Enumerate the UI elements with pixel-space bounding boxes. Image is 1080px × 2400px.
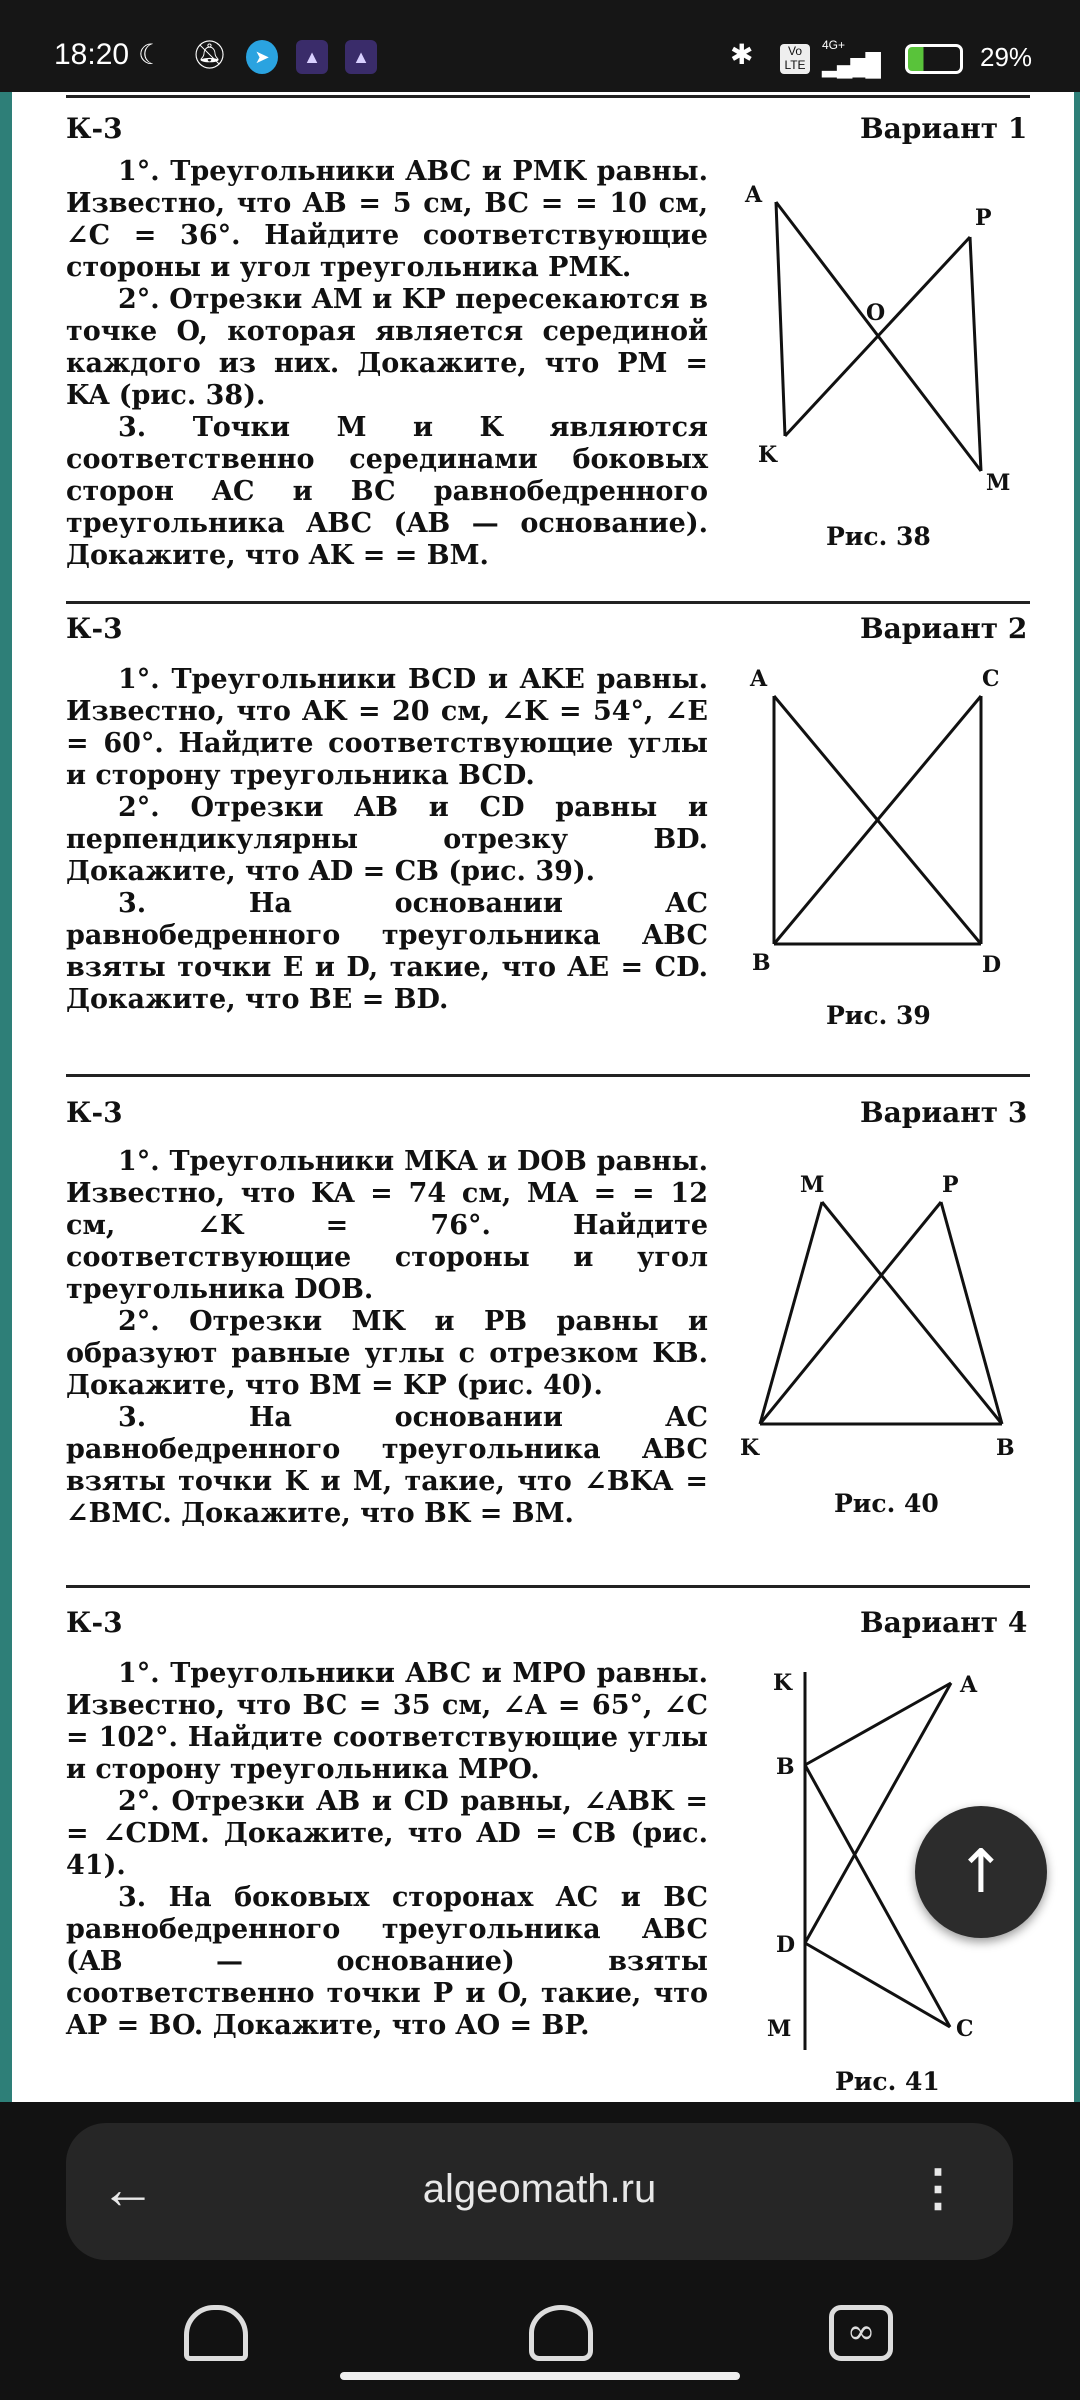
app-notification-icon: ▲ [296, 40, 328, 74]
variant-title: Вариант 1 [860, 112, 1028, 145]
problem: 3. На основании AC равнобедренного треугольника ABC взяты точки K и M, такие, что ∠BKA = ∠BMC. Докажите, что BK = BM. [66, 1402, 708, 1529]
bluetooth-icon: ✱ [730, 39, 754, 70]
svg-text:K: K [773, 1670, 793, 1696]
svg-text:K: K [758, 442, 778, 468]
network-type: 4G+ [822, 38, 846, 52]
dnd-moon-icon: ☾ [138, 39, 164, 70]
svg-text:M: M [767, 2016, 792, 2042]
figure-38 [744, 182, 1010, 551]
problem: 1°. Треугольники MKA и DOB равны. Известно, что KA = 74 см, MA = = 12 см, ∠K = 76°. Найдите соответствующие стороны и угол треугольника DOB. [66, 1146, 708, 1305]
svg-text:P: P [942, 1172, 959, 1198]
svg-text:M: M [986, 470, 1011, 496]
variant-title: Вариант 4 [860, 1606, 1028, 1639]
telegram-icon: ➤ [246, 40, 278, 74]
problem: 3. На основании AC равнобедренного треугольника ABC взяты точки E и D, такие, что AE = CD. Докажите, что BE = BD. [66, 888, 708, 1015]
svg-text:A: A [745, 182, 763, 208]
assistant-nav-icon[interactable] [529, 2305, 593, 2361]
svg-text:D: D [982, 952, 1002, 978]
figure-caption: Рис. 39 [826, 1001, 931, 1030]
svg-text:O: O [866, 300, 886, 326]
problem: 1°. Треугольники ABC и MPO равны. Известно, что BC = 35 см, ∠A = 65°, ∠C = 102°. Найдите соответствующие углы и сторону треугольника MPO. [66, 1658, 708, 1785]
problem: 2°. Отрезки AB и CD равны и перпендикулярны отрезку BD. Докажите, что AD = CB (рис. 39). [66, 792, 708, 887]
muted-bell-icon: 🔕︎ [192, 39, 228, 70]
svg-text:M: M [800, 1172, 825, 1198]
figure-caption: Рис. 40 [834, 1489, 939, 1518]
svg-text:C: C [982, 666, 1000, 692]
svg-text:A: A [960, 1672, 978, 1698]
problem: 3. Точки M и K являются соответственно серединами боковых сторон AC и BC равнобедренного треугольника ABC (AB — основание). Докажите, что AK = = BM. [66, 412, 708, 571]
variant-code: К-3 [66, 1606, 123, 1639]
variant-code: К-3 [66, 1096, 123, 1129]
problem: 2°. Отрезки AM и KP пересекаются в точке O, которая является серединой каждого из них. Докажите, что PM = KA (рис. 38). [66, 284, 708, 411]
variant-title: Вариант 2 [860, 612, 1028, 645]
worksheet-page [0, 92, 1080, 2102]
svg-text:D: D [776, 1932, 796, 1958]
figure-caption: Рис. 38 [826, 522, 931, 551]
svg-text:C: C [956, 2016, 974, 2042]
svg-text:K: K [740, 1435, 760, 1461]
back-arrow-icon[interactable]: ← [100, 2157, 156, 2220]
problem: 1°. Треугольники ABC и PMK равны. Известно, что AB = 5 см, BC = = 10 см, ∠C = 36°. Найдите соответствующие стороны и угол треугольника PMK. [66, 156, 708, 283]
variant-code: К-3 [66, 612, 123, 645]
svg-text:B: B [776, 1754, 795, 1780]
home-nav-icon[interactable] [184, 2305, 248, 2361]
variant-title: Вариант 3 [860, 1096, 1028, 1129]
svg-text:B: B [996, 1435, 1015, 1461]
figure-caption: Рис. 41 [835, 2067, 940, 2096]
home-indicator[interactable] [340, 2372, 740, 2380]
more-menu-icon[interactable]: ⋮ [913, 2160, 963, 2216]
signal-icon: ▂▄▆█ [822, 52, 880, 77]
arrow-up-icon: ↑ [955, 1837, 1007, 1907]
problem: 2°. Отрезки MK и PB равны и образуют равные углы с отрезком KB. Докажите, что BM = KP (рис. 40). [66, 1306, 708, 1401]
browser-bar [66, 2123, 1013, 2260]
app-notification-icon: ▲ [345, 40, 377, 74]
problem: 2°. Отрезки AB и CD равны, ∠ABK = = ∠CDM. Докажите, что AD = CB (рис. 41). [66, 1786, 708, 1881]
problem: 1°. Треугольники BCD и AKE равны. Известно, что AK = 20 см, ∠K = 54°, ∠E = 60°. Найдите соответствующие углы и сторону треугольника BCD. [66, 664, 708, 791]
figure-39 [749, 666, 1001, 1030]
scroll-to-top-button[interactable] [915, 1806, 1047, 1938]
volte-icon: Vo LTE [780, 44, 810, 74]
clock: 18:20 [54, 38, 130, 71]
battery-percent: 29% [980, 42, 1033, 72]
svg-text:P: P [975, 205, 992, 231]
problem: 3. На боковых сторонах AC и BC равнобедренного треугольника ABC (AB — основание) взяты соответственно точки P и O, такие, что AP = BO. Докажите, что AO = BP. [66, 1882, 708, 2041]
tabs-nav-icon[interactable]: ∞ [829, 2305, 893, 2361]
figure-40 [740, 1172, 1015, 1518]
svg-text:A: A [750, 666, 768, 692]
svg-text:B: B [752, 950, 771, 976]
address-bar[interactable]: algeomath.ru [422, 2167, 657, 2211]
variant-code: К-3 [66, 112, 123, 145]
